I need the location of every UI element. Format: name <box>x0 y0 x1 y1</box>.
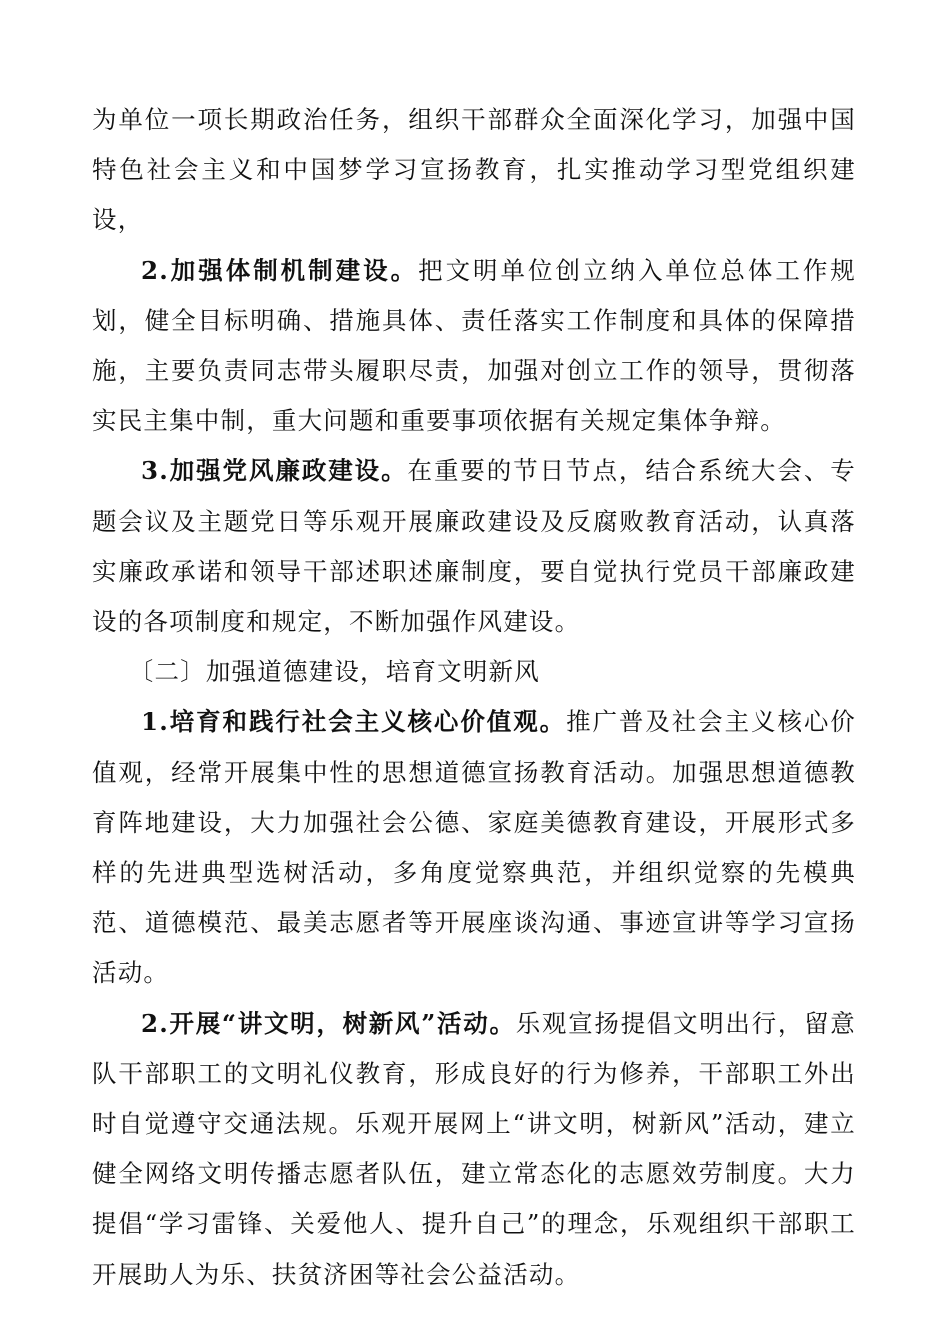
paragraph-text: 在重要的节日节点，结合系统大会、专题会议及主题党日等乐观开展廉政建设及反腐败教育活动，认真落实廉政承诺和领导干部述职述廉制度，要自觉执行党员干部廉政建设的各项制度和规定，不断加强作风建设。 <box>92 456 856 637</box>
section-heading: 〔二〕加强道德建设，培育文明新风 <box>128 657 540 687</box>
paragraph-lead-heading: 2.加强体制机制建设。 <box>141 255 419 285</box>
paragraph-core-values <box>92 697 856 998</box>
paragraph-lead-heading: 3.加强党风廉政建设。 <box>141 456 408 486</box>
paragraph-continuation <box>92 95 856 246</box>
paragraph-lead-heading: 2.开展“讲文明，树新风”活动。 <box>141 1008 516 1038</box>
paragraph-text: 推广普及社会主义核心价值观，经常开展集中性的思想道德宣扬教育活动。加强思想道德教育阵地建设，大力加强社会公德、家庭美德教育建设，开展形式多样的先进典型选树活动，多角度觉察典范，并组织觉察的先模典范、道德模范、最美志愿者等开展座谈沟通、事迹宣讲等学习宣扬活动。 <box>92 707 856 988</box>
paragraph-lead-heading: 1.培育和践行社会主义核心价值观。 <box>141 707 567 737</box>
paragraph-integrity-building <box>92 446 856 647</box>
paragraph-civilization-campaign <box>92 999 856 1300</box>
paragraph-text: 乐观宣扬提倡文明出行，留意队干部职工的文明礼仪教育，形成良好的行为修养，干部职工外出时自觉遵守交通法规。乐观开展网上“讲文明，树新风”活动，建立健全网络文明传播志愿者队伍，建立常态化的志愿效劳制度。大力提倡“学习雷锋、关爱他人、提升自己”的理念，乐观组织干部职工开展助人为乐、扶贫济困等社会公益活动。 <box>92 1008 856 1289</box>
paragraph-mechanism-building <box>92 246 856 447</box>
paragraph-text: 为单位一项长期政治任务，组织干部群众全面深化学习，加强中国特色社会主义和中国梦学习宣扬教育，扎实推动学习型党组织建设， <box>92 105 856 235</box>
document-body <box>92 95 856 1300</box>
paragraph-text: 把文明单位创立纳入单位总体工作规划，健全目标明确、措施具体、责任落实工作制度和具体的保障措施，主要负责同志带头履职尽责，加强对创立工作的领导，贯彻落实民主集中制，重大问题和重要事项依据有关规定集体争辩。 <box>92 255 857 436</box>
